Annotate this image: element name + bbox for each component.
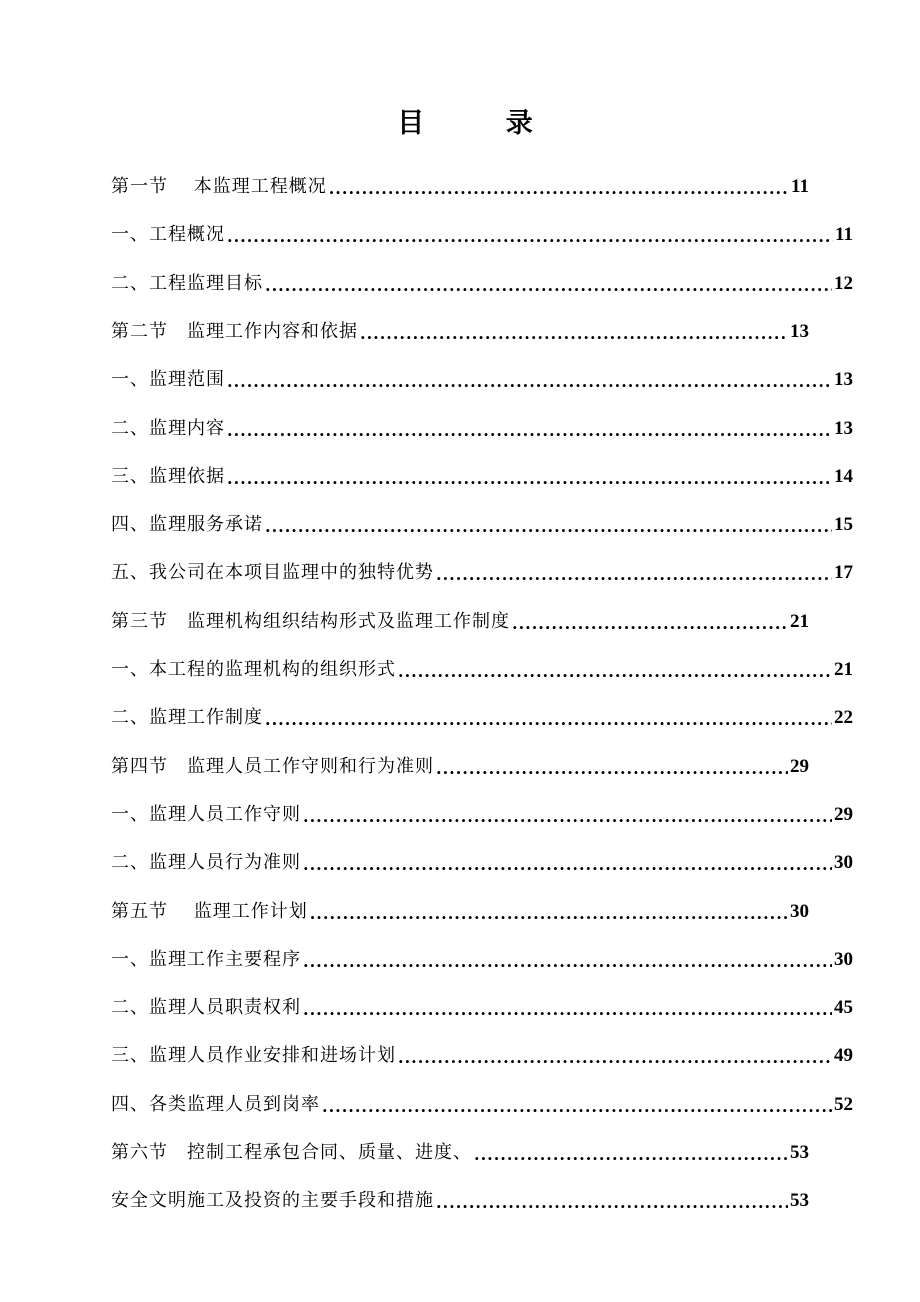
toc-leader-dots (303, 854, 832, 876)
toc-entry-page-number: 30 (790, 901, 809, 922)
toc-entry-label: 四、监理服务承诺 (111, 514, 263, 535)
toc-leader-dots (310, 903, 788, 925)
toc-leader-dots (227, 468, 832, 490)
toc-entry[interactable] (111, 1184, 809, 1214)
toc-entry-label: 第四节 监理人员工作守则和行为准则 (111, 756, 434, 777)
toc-leader-dots (360, 323, 788, 345)
toc-leader-dots (227, 420, 832, 442)
toc-entry-label: 二、监理内容 (111, 418, 225, 439)
toc-entry-page-number: 53 (790, 1190, 809, 1211)
toc-entry-label: 一、监理人员工作守则 (111, 804, 301, 825)
toc-entry-label: 二、监理工作制度 (111, 707, 263, 728)
toc-entry-label: 三、监理依据 (111, 466, 225, 487)
toc-entry-page-number: 49 (834, 1045, 853, 1066)
toc-entry-label: 五、我公司在本项目监理中的独特优势 (111, 562, 434, 583)
toc-leader-dots (322, 1096, 832, 1118)
toc-entry-page-number: 14 (834, 466, 853, 487)
toc-leader-dots (474, 1144, 788, 1166)
toc-entry-label: 二、工程监理目标 (111, 273, 263, 294)
toc-entry[interactable] (111, 943, 853, 973)
toc-entry[interactable] (111, 653, 853, 683)
toc-leader-dots (303, 951, 832, 973)
toc-entry-label: 第一节 本监理工程概况 (111, 176, 327, 197)
toc-entry-page-number: 30 (834, 852, 853, 873)
toc-entry-label: 三、监理人员作业安排和进场计划 (111, 1045, 396, 1066)
toc-entry-label: 第二节 监理工作内容和依据 (111, 321, 358, 342)
toc-entry-page-number: 12 (834, 273, 853, 294)
toc-entry-page-number: 45 (834, 997, 853, 1018)
toc-entry[interactable] (111, 701, 853, 731)
toc-entry[interactable] (111, 1136, 809, 1166)
toc-entry-label: 安全文明施工及投资的主要手段和措施 (111, 1190, 434, 1211)
toc-entry-page-number: 13 (834, 418, 853, 439)
toc-entry[interactable] (111, 412, 853, 442)
toc-entry[interactable] (111, 363, 853, 393)
toc-leader-dots (329, 178, 789, 200)
toc-leader-dots (265, 709, 832, 731)
toc-entry-label: 一、本工程的监理机构的组织形式 (111, 659, 396, 680)
toc-leader-dots (303, 806, 832, 828)
toc-entry-page-number: 22 (834, 707, 853, 728)
toc-entry-label: 二、监理人员行为准则 (111, 852, 301, 873)
toc-entry-label: 一、监理范围 (111, 369, 225, 390)
toc-entry-page-number: 17 (834, 562, 853, 583)
toc-entry[interactable] (111, 218, 853, 248)
toc-entry[interactable] (111, 508, 853, 538)
toc-leader-dots (265, 516, 832, 538)
toc-entry-page-number: 30 (834, 949, 853, 970)
toc-entry-label: 一、工程概况 (111, 224, 225, 245)
toc-title: 目 录 (397, 108, 569, 139)
toc-leader-dots (227, 226, 833, 248)
toc-entry[interactable] (111, 846, 853, 876)
toc-leader-dots (436, 758, 788, 780)
toc-entry-page-number: 29 (790, 756, 809, 777)
toc-entry-page-number: 21 (790, 611, 809, 632)
toc-leader-dots (512, 613, 788, 635)
toc-leader-dots (436, 1192, 788, 1214)
toc-entry[interactable] (111, 460, 853, 490)
toc-entry-page-number: 53 (790, 1142, 809, 1163)
toc-entry[interactable] (111, 315, 809, 345)
toc-entry-label: 第三节 监理机构组织结构形式及监理工作制度 (111, 611, 510, 632)
toc-leader-dots (398, 661, 832, 683)
toc-leader-dots (227, 371, 832, 393)
toc-entry-page-number: 52 (834, 1094, 853, 1115)
toc-entry[interactable] (111, 798, 853, 828)
toc-entry-label: 二、监理人员职责权利 (111, 997, 301, 1018)
toc-entry-page-number: 29 (834, 804, 853, 825)
toc-entry[interactable] (111, 991, 853, 1021)
toc-entry[interactable] (111, 1088, 853, 1118)
toc-entry[interactable] (111, 605, 809, 635)
toc-entry-label: 一、监理工作主要程序 (111, 949, 301, 970)
toc-entry[interactable] (111, 267, 853, 297)
toc-entry-page-number: 11 (791, 176, 809, 197)
toc-entry[interactable] (111, 895, 809, 925)
toc-entry-page-number: 13 (834, 369, 853, 390)
toc-entry-label: 第五节 监理工作计划 (111, 901, 308, 922)
toc-entry[interactable] (111, 170, 809, 200)
toc-entry[interactable] (111, 1039, 853, 1069)
toc-entry-label: 第六节 控制工程承包合同、质量、进度、 (111, 1142, 472, 1163)
toc-leader-dots (398, 1047, 832, 1069)
toc-entry[interactable] (111, 750, 809, 780)
toc-entry-page-number: 11 (835, 224, 853, 245)
toc-entry-page-number: 15 (834, 514, 853, 535)
toc-leader-dots (436, 564, 832, 586)
toc-entry-page-number: 21 (834, 659, 853, 680)
toc-entry-page-number: 13 (790, 321, 809, 342)
toc-entry-label: 四、各类监理人员到岗率 (111, 1094, 320, 1115)
toc-leader-dots (303, 999, 832, 1021)
toc-leader-dots (265, 275, 832, 297)
toc-entry[interactable] (111, 556, 853, 586)
